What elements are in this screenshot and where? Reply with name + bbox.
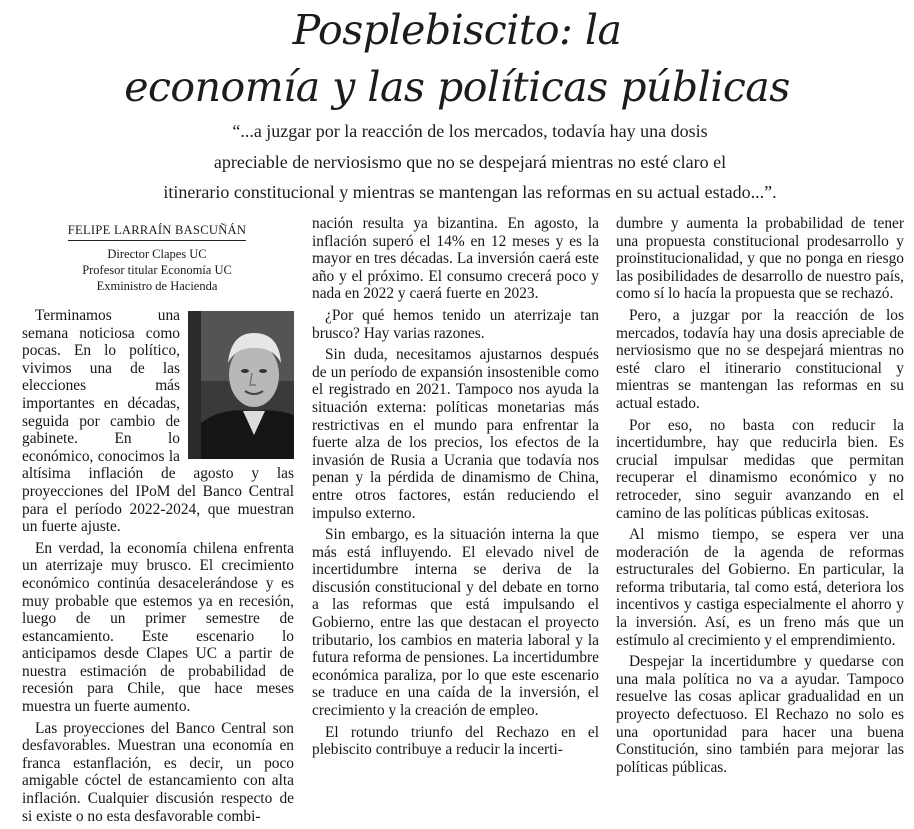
author-portrait-icon [201,311,294,459]
author-role: Profesor titular Economía UC [82,263,232,277]
paragraph: El rotundo triunfo del Rechazo en el plebiscito contribuye a reducir la incerti- [312,723,599,759]
article-column-2 [312,215,599,763]
author-role: Director Clapes UC [107,247,207,261]
paragraph: Terminamos una semana noticiosa como pocas. En lo político, vivimos una de las elecciones más importantes en décadas, seguida por cambio de gabinete. En lo económico, conocimos la altísima inflación de agosto y las proyecciones del IPoM del Banco Central para el período 2022-2024, que muestran un fuerte ajuste. [22,307,294,536]
paragraph: Despejar la incertidumbre y quedarse con una mala política no va a ayudar. Tampoco resuelve las cosas aplicar gradualidad en un proyecto defectuoso. El Rechazo no solo es una oportunidad para hacer una buena Constitución, sino también para mejorar las políticas públicas. [616,653,904,776]
pull-quote [70,116,870,208]
paragraph: Sin duda, necesitamos ajustarnos después de un período de expansión insostenible como el registrado en 2021. Tampoco nos ayuda la situación externa: políticas monetarias más restrictivas en el mundo para enfrentar la fuerte alza de los precios, los efectos de la invasión de Rusia a Ucrania que todavía nos penan y la pérdida de dinamismo de China, entre otros factores, están reduciendo el impulso externo. [312,346,599,522]
pull-quote-line-1: “...a juzgar por la reacción de los mercados, todavía hay una dosis [232,121,708,141]
paragraph: dumbre y aumenta la probabilidad de tener una propuesta constitucional prodesarrollo y proinstitucionalidad, y que no ponga en riesgo las posibilidades de desarrollo de nuestro país, como sí lo hacía la propuesta que se rechazó. [616,215,904,303]
paragraph: nación resulta ya bizantina. En agosto, la inflación superó el 14% en 12 meses y es la mayor en tres décadas. La inversión caerá este año y el próximo. El consumo crecerá poco y nada en 2022 y caerá fuerte en 2023. [312,215,599,303]
author-role: Exministro de Hacienda [96,279,218,293]
headline-line-1: Posplebiscito: la [292,6,622,54]
paragraph: Al mismo tiempo, se espera ver una moderación de la agenda de reformas estructurales del Gobierno. En particular, la reforma tributaria, tal como está, deteriora los incentivos y castiga especialmente el ahorro y la inversión. Así, es un freno más que un estímulo al crecimiento y el emprendimiento. [616,526,904,649]
article-column-1 [22,214,294,829]
pull-quote-line-2: apreciable de nerviosismo que no se despejará mientras no esté claro el [213,151,727,172]
paragraph: Por eso, no basta con reducir la incertidumbre, hay que reducirla bien. Es crucial impulsar medidas que permitan recuperar el dinamismo económico y no retroceder, sino seguir avanzando en el camino de las políticas públicas exitosas. [616,416,904,522]
paragraph: Sin embargo, es la situación interna la que más está influyendo. El elevado nivel de incertidumbre interna se deriva de la discusión constitucional y del debate en torno a las reformas que está impulsando el Gobierno, entre las que destacan el proyecto tributario, los cambios en materia laboral y la futura reforma de pensiones. La incertidumbre económica paraliza, por lo que este escenario se traduce en una caída de la inversión, el crecimiento y la creación de empleo. [312,526,599,720]
paragraph: En verdad, la economía chilena enfrenta un aterrizaje muy brusco. El crecimiento económico continúa desacelerándose y es muy probable que estemos ya en recesión, luego de un primer semestre de estancamiento. Este escenario lo anticipamos desde Clapes UC a partir de nuestra estimación de probabilidad de recesión para Chile, que hace meses muestra un fuerte aumento. [22,539,294,716]
paragraph: Las proyecciones del Banco Central son desfavorables. Muestran una economía en franca estanflación, es decir, un poco amigable cóctel de estancamiento con alta inflación. Cualquier discusión respecto de si existe o no esta desfavorable combi- [22,719,294,825]
author-name: FELIPE LARRAÍN BASCUÑÁN [68,223,246,241]
paragraph: ¿Por qué hemos tenido un aterrizaje tan brusco? Hay varias razones. [312,306,599,342]
paragraph: Pero, a juzgar por la reacción de los mercados, todavía hay una dosis apreciable de nerviosismo que no se despejará mientras no esté claro el itinerario constitucional y mientras se mantengan las reformas en su actual estado. [616,306,904,412]
author-photo [188,311,294,459]
article-column-3 [616,215,904,780]
pull-quote-line-3: itinerario constitucional y mientras se mantengan las reformas en su actual estado...”. [163,182,777,202]
headline-line-2: economía y las políticas públicas [124,63,790,111]
headline [0,2,914,116]
